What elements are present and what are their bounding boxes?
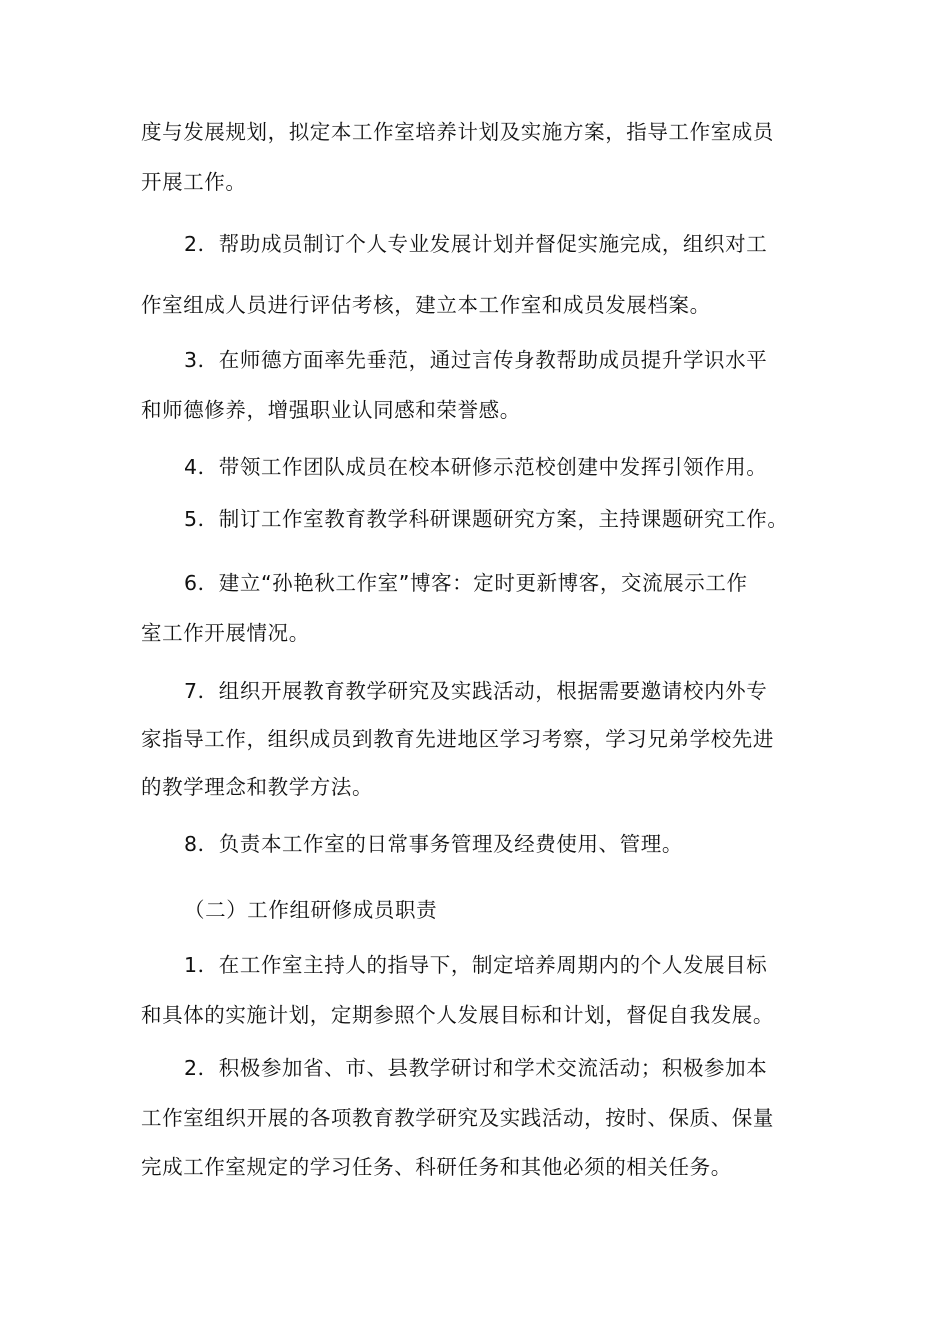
list-item-text: 1．在工作室主持人的指导下，制定培养周期内的个人发展目标	[184, 953, 768, 977]
list-item-text: 2．积极参加省、市、县教学研讨和学术交流活动；积极参加本	[184, 1056, 768, 1080]
text-line: 室工作开展情况。	[141, 621, 310, 645]
text-line: 的教学理念和教学方法。	[141, 775, 374, 799]
text-line: 作室组成人员进行评估考核，建立本工作室和成员发展档案。	[141, 293, 711, 317]
list-item-text: 5．制订工作室教育教学科研课题研究方案，主持课题研究工作。	[184, 507, 789, 531]
text-line: 完成工作室规定的学习任务、科研任务和其他必须的相关任务。	[141, 1155, 732, 1179]
list-item-text: 3．在师德方面率先垂范，通过言传身教帮助成员提升学识水平	[184, 348, 768, 372]
text-line: 度与发展规划，拟定本工作室培养计划及实施方案，指导工作室成员	[141, 120, 774, 144]
list-item-text: 7．组织开展教育教学研究及实践活动，根据需要邀请校内外专	[184, 679, 768, 703]
text-line: 家指导工作，组织成员到教育先进地区学习考察，学习兄弟学校先进	[141, 727, 774, 751]
section-heading: （二）工作组研修成员职责	[184, 898, 438, 922]
list-item-text: 8．负责本工作室的日常事务管理及经费使用、管理。	[184, 832, 683, 856]
list-item-text: 2．帮助成员制订个人专业发展计划并督促实施完成，组织对工	[184, 232, 768, 256]
text-line: 开展工作。	[141, 170, 247, 194]
text-line: 工作室组织开展的各项教育教学研究及实践活动，按时、保质、保量	[141, 1106, 774, 1130]
text-line: 和具体的实施计划，定期参照个人发展目标和计划，督促自我发展。	[141, 1003, 774, 1027]
text-line: 和师德修养，增强职业认同感和荣誉感。	[141, 398, 521, 422]
list-item-text: 6．建立“孙艳秋工作室”博客：定时更新博客，交流展示工作	[184, 571, 748, 595]
list-item-text: 4．带领工作团队成员在校本研修示范校创建中发挥引领作用。	[184, 455, 768, 479]
